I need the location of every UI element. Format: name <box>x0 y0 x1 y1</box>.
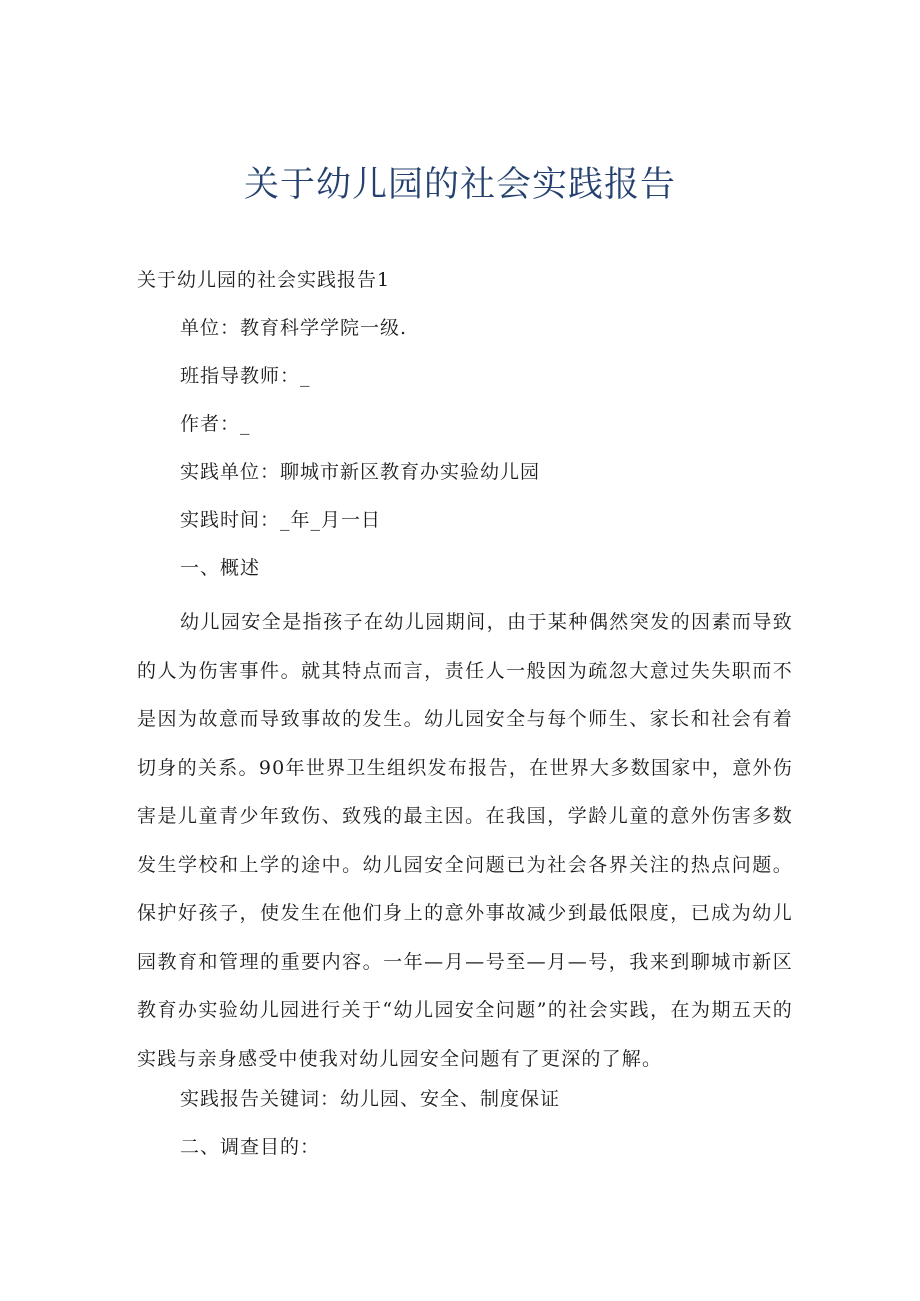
teacher-line: 班指导教师：_ <box>180 365 311 387</box>
overview-paragraph: 幼儿园安全是指孩子在幼儿园期间，由于某种偶然突发的因素而导致的人为伤害事件。就其特点而言，责任人一般因为疏忽大意过失失职而不是因为故意而导致事故的发生。幼儿园安全与每个师生、家长和社会有着切身的关系。90年世界卫生组织发布报告，在世界大多数国家中，意外伤害是儿童青少年致伤、致残的最主因。在我国，学龄儿童的意外伤害多数发生学校和上学的途中。幼儿园安全问题已为社会各界关注的热点问题。保护好孩子，使发生在他们身上的意外事故减少到最低限度，已成为幼儿园教育和管理的重要内容。一年—月—号至—月—号，我来到聊城市新区教育办实验幼儿园进行关于“幼儿园安全问题”的社会实践，在为期五天的实践与亲身感受中使我对幼儿园安全问题有了更深的了解。 <box>137 611 793 1070</box>
unit-line: 单位：教育科学学院一级. <box>180 317 408 339</box>
report-subtitle: 关于幼儿园的社会实践报告1 <box>137 269 391 291</box>
practice-time-line: 实践时间：_年_月一日 <box>180 509 382 531</box>
keywords-line: 实践报告关键词：幼儿园、安全、制度保证 <box>180 1088 561 1110</box>
author-line: 作者：_ <box>180 413 251 435</box>
practice-unit-line: 实践单位：聊城市新区教育办实验幼儿园 <box>180 461 541 483</box>
section-heading-purpose: 二、调查目的： <box>180 1136 321 1158</box>
section-heading-overview: 一、概述 <box>180 557 261 579</box>
document-title: 关于幼儿园的社会实践报告 <box>243 165 676 205</box>
